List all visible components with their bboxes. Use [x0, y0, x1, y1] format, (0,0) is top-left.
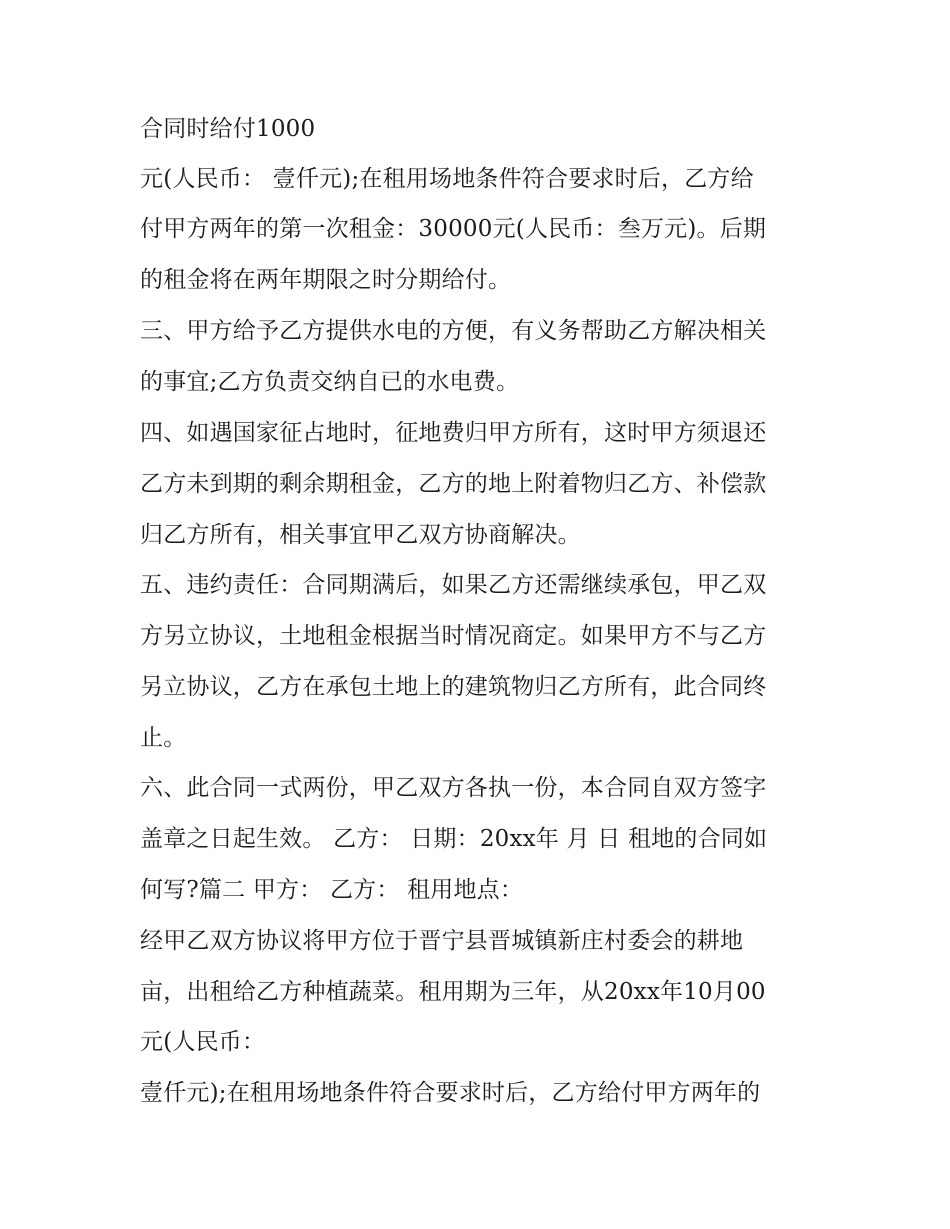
text-line: 合同时给付1000 [140, 116, 316, 142]
text-line: 止。 [140, 725, 187, 751]
text-line: 付甲方两年的第一次租金：30000元(人民币：叁万元)。后期 [140, 216, 767, 242]
text-line: 另立协议，乙方在承包土地上的建筑物归乙方所有，此合同终 [140, 674, 767, 700]
text-line: 亩，出租给乙方种植蔬菜。租用期为三年，从20xx年10月00 [140, 979, 766, 1005]
text-line: 壹仟元);在租用场地条件符合要求时后，乙方给付甲方两年的 [140, 1080, 761, 1106]
text-line: 乙方未到期的剩余期租金，乙方的地上附着物归乙方、补偿款 [140, 471, 767, 497]
text-line: 元(人民币： [140, 1029, 266, 1055]
text-line: 四、如遇国家征占地时，征地费归甲方所有，这时甲方须退还 [140, 420, 767, 446]
text-line: 经甲乙双方协议将甲方位于晋宁县晋城镇新庄村委会的耕地 [140, 928, 744, 954]
text-line: 盖章之日起生效。 乙方： 日期：20xx年 月 日 租地的合同如 [140, 826, 768, 852]
text-line: 何写?篇二 甲方： 乙方： 租用地点： [140, 877, 524, 903]
text-line: 的租金将在两年期限之时分期给付。 [140, 267, 512, 293]
text-line: 五、违约责任：合同期满后，如果乙方还需继续承包，甲乙双 [140, 572, 767, 598]
text-line: 六、此合同一式两份，甲乙双方各执一份，本合同自双方签字 [140, 775, 767, 801]
text-line: 元(人民币： 壹仟元);在租用场地条件符合要求时后，乙方给 [140, 166, 754, 192]
text-line: 三、甲方给予乙方提供水电的方便，有义务帮助乙方解决相关 [140, 318, 767, 344]
text-line: 的事宜;乙方负责交纳自已的水电费。 [140, 369, 520, 395]
text-line: 方另立协议，土地租金根据当时情况商定。如果甲方不与乙方 [140, 623, 767, 649]
text-line: 归乙方所有，相关事宜甲乙双方协商解决。 [140, 522, 581, 548]
